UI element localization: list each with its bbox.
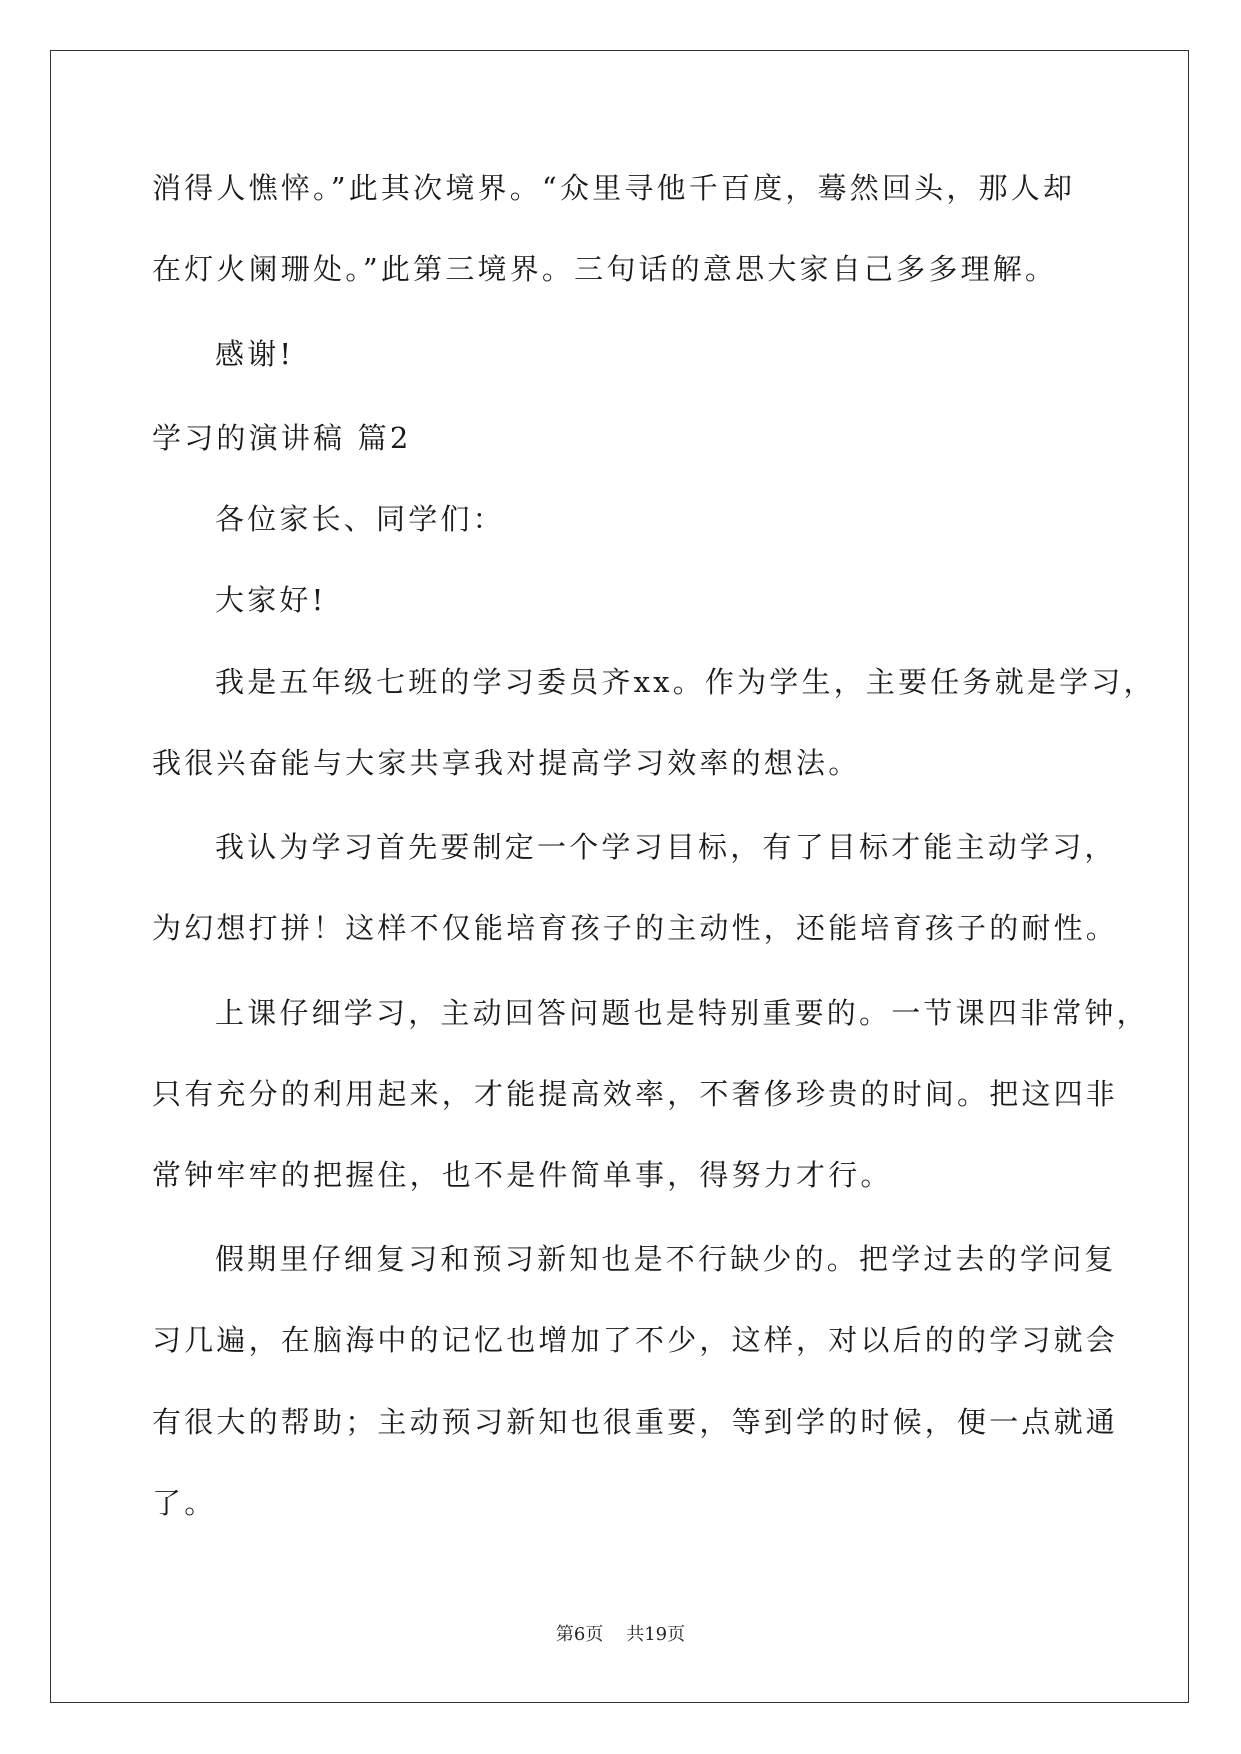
paragraph-line: 有很大的帮助；主动预习新知也很重要，等到学的时候，便一点就通 (152, 1405, 1119, 1439)
paragraph-line: 我认为学习首先要制定一个学习目标，有了目标才能主动学习， (215, 830, 1117, 864)
paragraph-line: 消得人憔悴。”此其次境界。“众里寻他千百度，蓦然回头，那人却 (152, 171, 1076, 205)
salutation: 各位家长、同学们： (215, 502, 505, 536)
paragraph-line: 了。 (152, 1486, 217, 1520)
paragraph-line: 为幻想打拼！这样不仅能培育孩子的主动性，还能培育孩子的耐性。 (152, 911, 1119, 945)
paragraph-line: 只有充分的利用起来，才能提高效率，不奢侈珍贵的时间。把这四非 (152, 1077, 1119, 1111)
paragraph-line: 假期里仔细复习和预习新知也是不行缺少的。把学过去的学问复 (215, 1242, 1117, 1276)
paragraph-line: 我很兴奋能与大家共享我对提高学习效率的想法。 (152, 746, 861, 780)
paragraph-line: 在灯火阑珊处。”此第三境界。三句话的意思大家自己多多理解。 (152, 252, 1058, 286)
paragraph-line: 我是五年级七班的学习委员齐xx。作为学生，主要任务就是学习， (215, 665, 1156, 699)
greeting: 大家好! (215, 583, 327, 617)
page-footer (0, 1623, 1241, 1647)
page-number: 第6页 (555, 1624, 604, 1645)
paragraph-line: 常钟牢牢的把握住，也不是件简单事，得努力才行。 (152, 1158, 893, 1192)
closing-thanks: 感谢! (215, 337, 295, 371)
section-heading: 学习的演讲稿 篇2 (152, 421, 412, 455)
paragraph-line: 上课仔细学习，主动回答问题也是特别重要的。一节课四非常钟， (215, 996, 1149, 1030)
page-border (50, 50, 1189, 1703)
paragraph-line: 习几遍，在脑海中的记忆也增加了不少，这样，对以后的的学习就会 (152, 1323, 1119, 1357)
page-total: 共19页 (626, 1624, 686, 1645)
